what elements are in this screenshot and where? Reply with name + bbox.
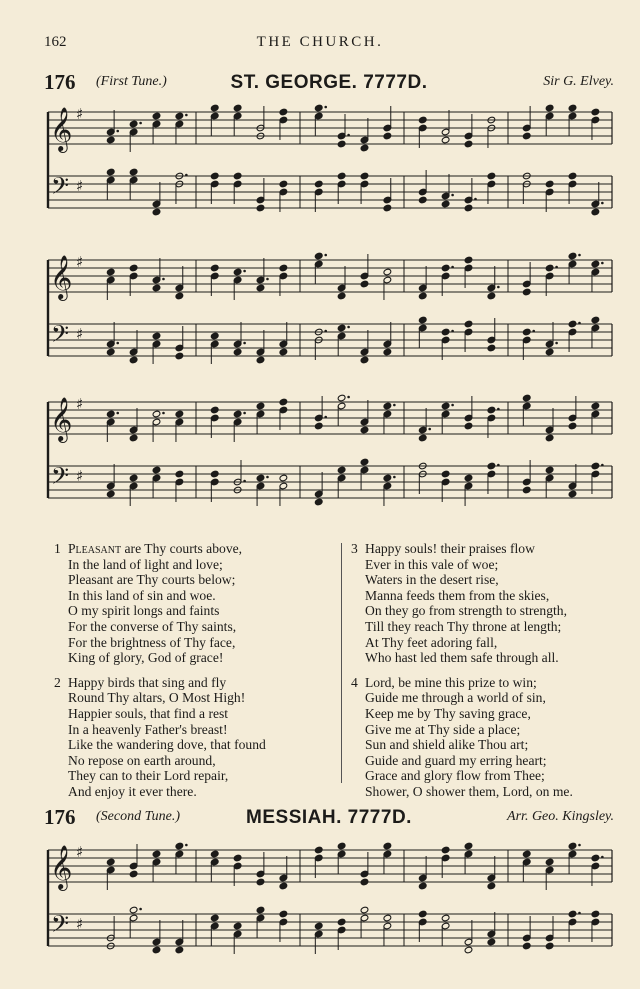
tune-note: (Second Tune.): [96, 809, 180, 824]
svg-text:♯: ♯: [76, 253, 84, 271]
verse-3: 3 Happy souls! their praises flow Ever in this vale of woe; Waters in the desert rise, Manna feeds them from the skies, On they go from strength to strength, Till they reach Thy throne at length; At Thy feet adoring fall, Who hast led them safe through all.: [351, 541, 567, 666]
hymn-header-first-tune: [44, 70, 614, 96]
hymn-verses: [54, 541, 624, 799]
svg-text:♯: ♯: [76, 325, 84, 343]
tune-title: ST. GEORGE. 7777D.: [230, 72, 428, 93]
svg-text:𝄢: 𝄢: [51, 910, 70, 943]
verse-1: 1 Pleasant are Thy courts above, In the land of light and love; Pleasant are Thy courts below; In this land of sin and woe. O my spirit longs and faints For the converse of Thy saints, For the brightness of Thy face, King of glory, God of grace!: [54, 541, 243, 666]
verse-2: 2 Happy birds that sing and fly Round Thy altars, O Most High! Happier souls, that find a rest In a heavenly Father's breast! Like the wandering dove, that found No repose on earth around, They can to their Lord repair, And enjoy it ever there.: [54, 674, 266, 799]
svg-text:𝄞: 𝄞: [50, 255, 73, 299]
svg-text:♯: ♯: [76, 915, 84, 933]
svg-text:♯: ♯: [76, 843, 84, 861]
music-notation-first-tune: [40, 98, 620, 528]
verse-column-left: [54, 541, 334, 809]
composer: Arr. Geo. Kingsley.: [507, 809, 614, 824]
svg-text:♯: ♯: [76, 105, 84, 123]
verse-4: 4 Lord, be mine this prize to win; Guide me through a world of sin, Keep me by Thy saving grace, Give me at Thy side a place; Sun and shield alike Thou art; Guide and guard my erring heart; Grace and glory flow from Thee; Shower, O shower them, Lord, on me.: [351, 674, 573, 799]
svg-text:𝄢: 𝄢: [51, 320, 70, 353]
page-number: 162: [44, 34, 67, 50]
composer: Sir G. Elvey.: [543, 74, 614, 89]
svg-text:𝄢: 𝄢: [51, 172, 70, 205]
hymn-number: 176: [44, 805, 76, 829]
svg-text:𝄞: 𝄞: [50, 397, 73, 441]
svg-text:𝄞: 𝄞: [50, 845, 73, 889]
tune-title: MESSIAH. 7777D.: [246, 807, 412, 828]
tune-note: (First Tune.): [96, 74, 167, 89]
music-notation-second-tune: [40, 832, 620, 989]
svg-text:𝄢: 𝄢: [51, 462, 70, 495]
svg-text:♯: ♯: [76, 467, 84, 485]
verse-column-right: [351, 541, 640, 809]
hymn-number: 176: [44, 70, 76, 94]
svg-text:𝄞: 𝄞: [50, 107, 73, 151]
column-divider: [341, 543, 342, 783]
svg-text:♯: ♯: [76, 395, 84, 413]
running-title: THE CHURCH.: [256, 34, 384, 50]
hymn-header-second-tune: [44, 805, 614, 831]
svg-text:♯: ♯: [76, 177, 84, 195]
